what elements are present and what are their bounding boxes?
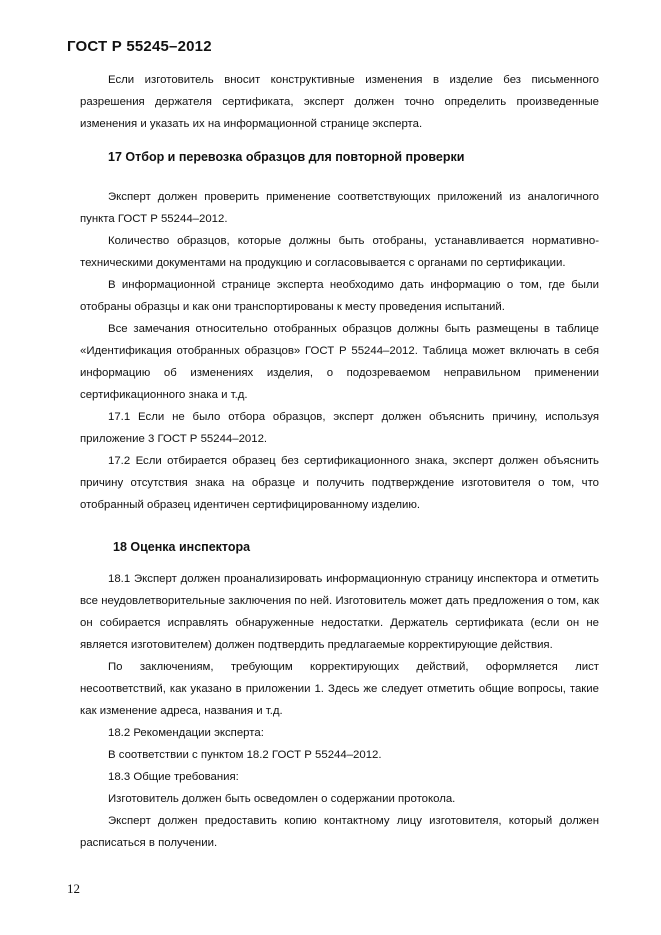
section-18-body bbox=[80, 568, 599, 854]
section-heading-17: 17 Отбор и перевозка образцов для повторной проверки bbox=[108, 150, 465, 164]
intro-block bbox=[80, 69, 599, 135]
paragraph: Все замечания относительно отобранных образцов должны быть размещены в таблице «Идентификация отобранных образцов» ГОСТ Р 55244–2012. Таблица может включать в себя информацию об изменениях изделия, о подозреваемом неправильном применении сертификационного знака и т.д. bbox=[80, 323, 599, 401]
paragraph: 18.1 Эксперт должен проанализировать информационную страницу инспектора и отметить все неудовлетворительные заключения по ней. Изготовитель может дать предложения о том, как он собирается исправлять обнаруженные недостатки. Держатель сертификата (если он не является изготовителем) должен подтвердить предлагаемые корректирующие действия. bbox=[80, 573, 599, 651]
paragraph: По заключениям, требующим корректирующих действий, оформляется лист несоответствий, как указано в приложении 1. Здесь же следует отметить общие вопросы, такие как изменение адреса, названия и т.д. bbox=[80, 661, 599, 717]
paragraph: 17.1 Если не было отбора образцов, эксперт должен объяснить причину, используя приложение 3 ГОСТ Р 55244–2012. bbox=[80, 411, 599, 445]
paragraph: Изготовитель должен быть осведомлен о содержании протокола. bbox=[108, 793, 456, 805]
section-heading-18: 18 Оценка инспектора bbox=[113, 540, 251, 554]
document-header: ГОСТ Р 55245–2012 bbox=[67, 38, 212, 55]
paragraph: Если изготовитель вносит конструктивные изменения в изделие без письменного разрешения держателя сертификата, эксперт должен точно определить произведенные изменения и указать их на информационной странице эксперта. bbox=[80, 74, 599, 130]
paragraph: Количество образцов, которые должны быть отобраны, устанавливается нормативно-техническими документами на продукцию и согласовывается с органами по сертификации. bbox=[80, 235, 599, 269]
page-number: 12 bbox=[67, 881, 80, 896]
paragraph: Эксперт должен проверить применение соответствующих приложений из аналогичного пункта ГОСТ Р 55244–2012. bbox=[80, 191, 599, 225]
section-17-body bbox=[80, 186, 599, 516]
paragraph: 18.2 Рекомендации эксперта: bbox=[108, 727, 264, 739]
paragraph: Эксперт должен предоставить копию контактному лицу изготовителя, который должен расписаться в получении. bbox=[80, 815, 599, 849]
paragraph: 18.3 Общие требования: bbox=[108, 771, 239, 783]
paragraph: В информационной странице эксперта необходимо дать информацию о том, где были отобраны образцы и как они транспортированы к месту проведения испытаний. bbox=[80, 279, 599, 313]
paragraph: В соответствии с пунктом 18.2 ГОСТ Р 55244–2012. bbox=[108, 749, 382, 761]
paragraph: 17.2 Если отбирается образец без сертификационного знака, эксперт должен объяснить причину отсутствия знака на образце и получить подтверждение изготовителя о том, что отобранный образец идентичен сертифицированному изделию. bbox=[80, 455, 599, 511]
